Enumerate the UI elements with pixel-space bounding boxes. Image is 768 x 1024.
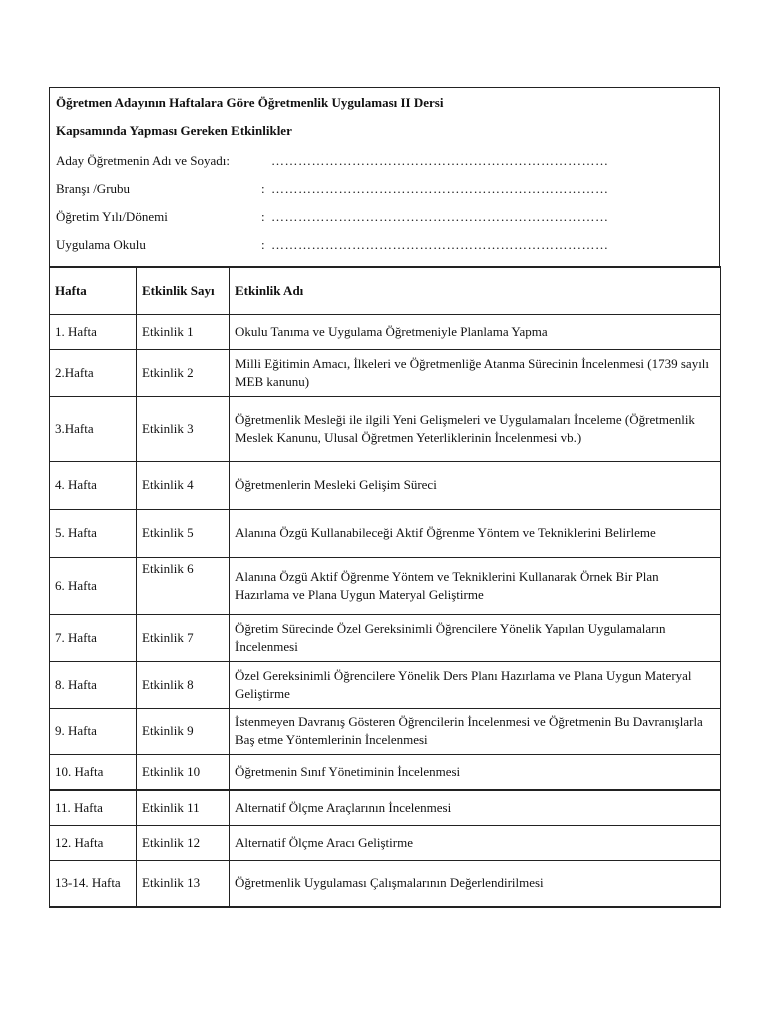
- table-row: [50, 396, 721, 461]
- activity-number-cell: Etkinlik 2: [137, 349, 230, 396]
- table-header-row: [50, 267, 721, 314]
- activity-number-cell: Etkinlik 12: [137, 825, 230, 860]
- table-row: [50, 509, 721, 557]
- table-row: [50, 557, 721, 614]
- table-row: [50, 614, 721, 661]
- column-header-activity-name: Etkinlik Adı: [230, 267, 721, 314]
- activity-number-cell: Etkinlik 13: [137, 860, 230, 907]
- field-blank: …………………………………………………………………: [271, 181, 609, 196]
- week-cell: 13-14. Hafta: [50, 860, 137, 907]
- field-label: Uygulama Okulu: [56, 237, 146, 252]
- activity-name-cell: Öğretmenlerin Mesleki Gelişim Süreci: [230, 461, 721, 509]
- form-header: [49, 87, 720, 266]
- activity-name-cell: Öğretmenlik Uygulaması Çalışmalarının Değerlendirilmesi: [230, 860, 721, 907]
- column-header-week: Hafta: [50, 267, 137, 314]
- table-row: [50, 860, 721, 907]
- week-cell: 7. Hafta: [50, 614, 137, 661]
- field-separator: [261, 148, 271, 176]
- activity-name-cell: Alternatif Ölçme Araçlarının İncelenmesi: [230, 790, 721, 825]
- week-cell: 1. Hafta: [50, 314, 137, 349]
- week-cell: 12. Hafta: [50, 825, 137, 860]
- activity-name-cell: Öğretmenin Sınıf Yönetiminin İncelenmesi: [230, 754, 721, 790]
- activity-number-cell: Etkinlik 1: [137, 314, 230, 349]
- activity-name-cell: Öğretim Sürecinde Özel Gereksinimli Öğrencilere Yönelik Yapılan Uygulamaların İncelenmesi: [230, 614, 721, 661]
- week-cell: 11. Hafta: [50, 790, 137, 825]
- activity-number-cell: Etkinlik 7: [137, 614, 230, 661]
- column-header-activity-number: Etkinlik Sayı: [137, 267, 230, 314]
- activity-name-cell: Okulu Tanıma ve Uygulama Öğretmeniyle Planlama Yapma: [230, 314, 721, 349]
- field-label: Öğretim Yılı/Dönemi: [56, 209, 168, 224]
- field-separator: :: [261, 181, 265, 196]
- activity-number-cell: Etkinlik 10: [137, 754, 230, 790]
- week-cell: 4. Hafta: [50, 461, 137, 509]
- week-cell: 8. Hafta: [50, 661, 137, 708]
- field-blank: …………………………………………………………………: [271, 153, 609, 168]
- table-row: [50, 754, 721, 790]
- week-cell: 9. Hafta: [50, 708, 137, 754]
- activity-number-cell: Etkinlik 11: [137, 790, 230, 825]
- activity-number-cell: Etkinlik 9: [137, 708, 230, 754]
- field-label: Aday Öğretmenin Adı ve Soyadı:: [56, 153, 231, 168]
- table-row: [50, 790, 721, 825]
- field-separator: :: [261, 237, 265, 252]
- activity-name-cell: İstenmeyen Davranış Gösteren Öğrencilerin İncelenmesi ve Öğretmenin Bu Davranışlarla Baş etme Yöntemlerinin İncelenmesi: [230, 708, 721, 754]
- activity-name-cell: Alanına Özgü Kullanabileceği Aktif Öğrenme Yöntem ve Tekniklerini Belirleme: [230, 509, 721, 557]
- week-cell: 5. Hafta: [50, 509, 137, 557]
- activity-number-cell: Etkinlik 4: [137, 461, 230, 509]
- activity-name-cell: Alanına Özgü Aktif Öğrenme Yöntem ve Tekniklerini Kullanarak Örnek Bir Plan Hazırlama ve Plana Uygun Materyal Geliştirme: [230, 557, 721, 614]
- table-row: [50, 461, 721, 509]
- field-separator: :: [261, 209, 265, 224]
- activity-form: [49, 87, 720, 908]
- form-title-line-2: Kapsamında Yapması Gereken Etkinlikler: [56, 123, 292, 138]
- activity-number-cell: Etkinlik 6: [137, 557, 230, 614]
- activity-number-cell: Etkinlik 8: [137, 661, 230, 708]
- activity-name-cell: Milli Eğitimin Amacı, İlkeleri ve Öğretmenliğe Atanma Sürecinin İncelenmesi (1739 sayılı MEB kanunu): [230, 349, 721, 396]
- table-row: [50, 661, 721, 708]
- activity-name-cell: Öğretmenlik Mesleği ile ilgili Yeni Gelişmeleri ve Uygulamaları İnceleme (Öğretmenlik Meslek Kanunu, Ulusal Öğretmen Yeterliklerinin İncelenmesi vb.): [230, 396, 721, 461]
- activity-table: [49, 266, 721, 908]
- table-row: [50, 708, 721, 754]
- table-row: [50, 314, 721, 349]
- week-cell: 3.Hafta: [50, 396, 137, 461]
- field-academic-year: [56, 204, 713, 232]
- activity-name-cell: Alternatif Ölçme Aracı Geliştirme: [230, 825, 721, 860]
- field-blank: …………………………………………………………………: [271, 237, 609, 252]
- field-branch: [56, 176, 713, 204]
- field-label: Branşı /Grubu: [56, 181, 131, 196]
- field-blank: …………………………………………………………………: [271, 209, 609, 224]
- week-cell: 6. Hafta: [50, 557, 137, 614]
- activity-number-cell: Etkinlik 5: [137, 509, 230, 557]
- week-cell: 10. Hafta: [50, 754, 137, 790]
- table-row: [50, 349, 721, 396]
- field-school: [56, 232, 713, 260]
- activity-name-cell: Özel Gereksinimli Öğrencilere Yönelik Ders Planı Hazırlama ve Plana Uygun Materyal Geliştirme: [230, 661, 721, 708]
- form-title-line-1: Öğretmen Adayının Haftalara Göre Öğretmenlik Uygulaması II Dersi: [56, 95, 444, 110]
- field-candidate-name: [56, 148, 713, 176]
- table-row: [50, 825, 721, 860]
- activity-number-cell: Etkinlik 3: [137, 396, 230, 461]
- week-cell: 2.Hafta: [50, 349, 137, 396]
